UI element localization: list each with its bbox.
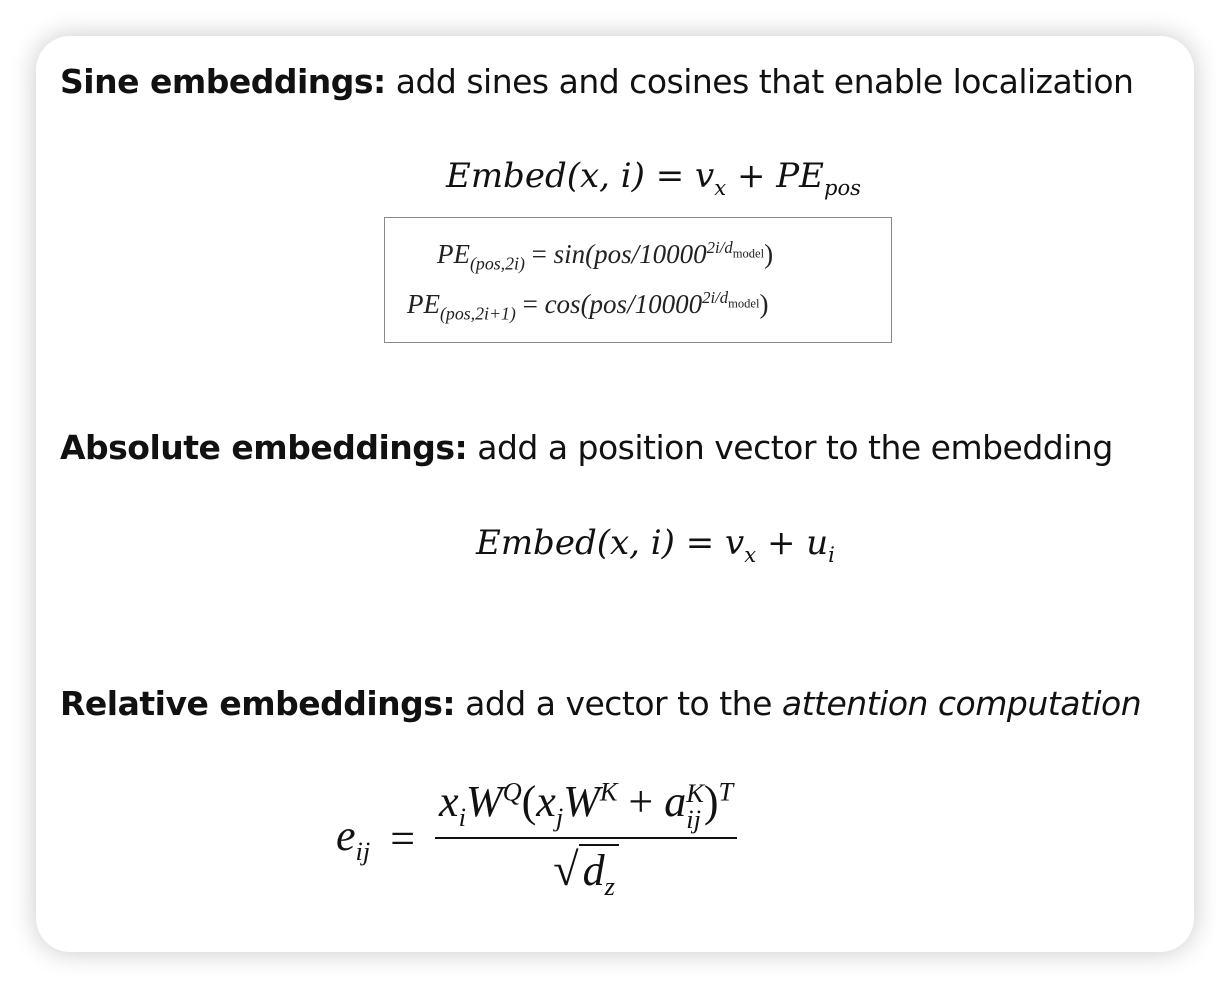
sin-function: sin(pos/10000 [553,239,707,269]
token-vector-subscript: x [714,174,727,200]
plus-sign: + [736,156,766,196]
token-vector: v [695,156,715,196]
sine-embeddings-heading [60,62,1133,101]
token-vector: v [725,523,745,563]
token-vector-subscript: x [744,541,757,567]
exponent-subscript: model [732,246,765,261]
w-k: W [563,777,600,826]
plus-sign: + [628,777,654,826]
x-j-subscript: j [555,801,564,832]
relative-vector-superscript: K [686,777,704,808]
relative-vector-subscript: ij [686,803,701,834]
positional-encoding: PE [776,156,824,196]
open-paren: ( [521,777,537,826]
pe-symbol: PE [437,239,470,269]
exponent: 2i/d [706,238,733,257]
relative-embeddings-title: Relative embeddings: [60,684,456,723]
dimension-subscript: z [604,870,615,901]
radicand [579,844,619,901]
score-subscript: ij [355,836,371,867]
pe-cos-formula [407,288,769,324]
absolute-embeddings-description: add a position vector to the embedding [477,428,1113,467]
pe-sin-formula [437,238,773,274]
equals-sign: = [522,289,538,319]
relative-embeddings-description: add a vector to the [465,684,772,723]
relative-vector: a [664,777,687,826]
relative-attention-equation [336,776,737,902]
equals-sign: = [531,239,547,269]
score-symbol: e [336,811,356,861]
equals-sign: = [390,814,416,864]
relative-embeddings-heading [60,684,1141,723]
sqrt-icon: √ [553,843,579,895]
x-j: x [536,777,556,826]
positional-encoding-subscript: pos [823,174,861,200]
equals-sign: = [685,523,715,563]
pe-subscript: (pos,2i+1) [440,303,516,324]
w-k-superscript: K [599,776,618,807]
position-vector-subscript: i [828,541,835,567]
x-i-subscript: i [458,801,466,832]
equals-sign: = [655,156,685,196]
numerator [435,776,737,837]
exponent: 2i/d [702,288,729,307]
absolute-embed-equation [476,523,835,567]
close-paren: ) [703,777,719,826]
position-vector: u [806,523,829,563]
sine-embed-equation [446,156,861,200]
fraction [435,776,737,902]
dimension-d: d [582,845,605,895]
embed-function: Embed(x, i) [446,156,645,196]
absolute-embeddings-heading [60,428,1113,467]
absolute-embeddings-title: Absolute embeddings: [60,428,468,467]
relative-embeddings-emphasis: attention computation [781,684,1142,723]
exponent-subscript: model [728,296,760,311]
denominator [553,839,619,902]
pe-symbol: PE [407,289,440,319]
close-paren: ) [759,289,769,319]
embed-function: Embed(x, i) [476,523,675,563]
cos-function: cos(pos/10000 [544,289,703,319]
pe-subscript: (pos,2i) [470,253,525,274]
w-q: W [465,777,503,826]
slide-card [36,36,1194,952]
w-q-superscript: Q [502,776,522,807]
close-paren: ) [764,239,774,269]
x-i: x [439,777,459,826]
transpose-superscript: T [718,776,734,807]
sine-embeddings-description: add sines and cosines that enable localization [395,62,1134,101]
sine-embeddings-title: Sine embeddings: [60,62,386,101]
plus-sign: + [766,523,796,563]
relative-vector-indices [686,777,704,834]
attention-score [336,810,370,867]
positional-encoding-formula-box [384,217,892,343]
